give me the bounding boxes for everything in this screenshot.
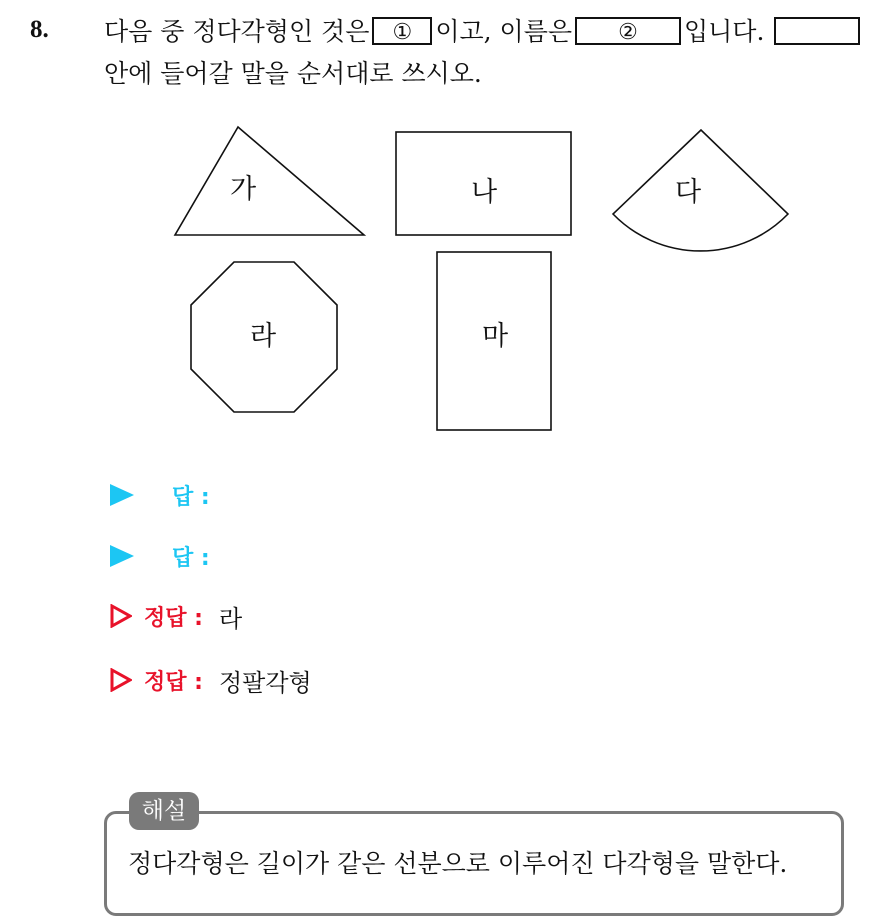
blank-box-1: ① <box>372 17 432 45</box>
octagon-label: 라 <box>250 321 277 352</box>
question-line-2: 안에 들어갈 말을 순서대로 쓰시오. <box>104 59 482 88</box>
triangle-shape <box>175 127 364 235</box>
triangle-label: 가 <box>230 174 257 205</box>
tall-rectangle-label: 마 <box>482 321 509 352</box>
correct-answer-value: 라 <box>218 604 243 633</box>
answer-row-2 <box>110 541 210 571</box>
correct-answer-row-1 <box>110 601 242 631</box>
sector-label: 다 <box>675 177 702 208</box>
question-text-part1: 다음 중 정다각형인 것은 <box>104 17 370 46</box>
outline-triangle-icon <box>110 604 132 628</box>
correct-answer-label: 정답 : <box>144 669 203 695</box>
play-arrow-icon <box>110 545 134 567</box>
answer-label: 답 : <box>172 484 210 510</box>
question-number: 8. <box>30 16 49 43</box>
play-arrow-icon <box>110 484 134 506</box>
correct-answer-row-2 <box>110 665 312 695</box>
blank-box-2: ② <box>575 17 681 45</box>
question-text-part3: 입니다. <box>684 17 765 46</box>
correct-answer-label: 정답 : <box>144 605 203 631</box>
explanation-text: 정다각형은 길이가 같은 선분으로 이루어진 다각형을 말한다. <box>128 849 788 878</box>
outline-triangle-icon <box>110 668 132 692</box>
answer-label: 답 : <box>172 545 210 571</box>
wide-rectangle-label: 나 <box>471 177 498 208</box>
question-text-part2: 이고, 이름은 <box>435 17 572 46</box>
explanation-tag: 해설 <box>129 792 199 830</box>
correct-answer-value: 정팔각형 <box>218 668 312 697</box>
answer-row-1 <box>110 480 210 510</box>
